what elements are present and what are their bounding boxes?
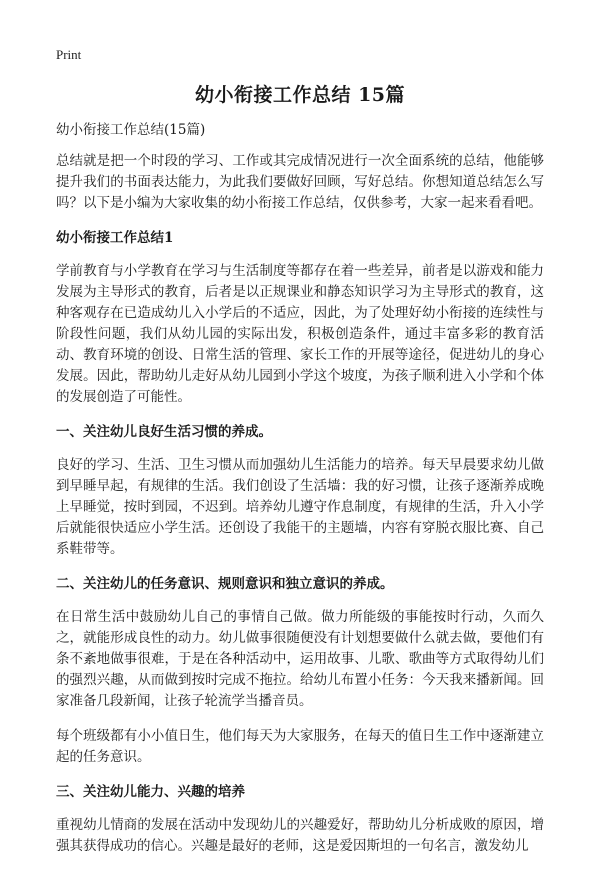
section-paragraph-4: 重视幼儿情商的发展在活动中发现幼儿的兴趣爱好，帮助幼儿分析成败的原因，增强其获得成功的信心。兴趣是最好的老师，这是爱因斯坦的一句名言，激发幼儿	[56, 817, 544, 854]
page-title: 幼小衔接工作总结 15篇	[194, 84, 406, 106]
section-paragraph-3a: 在日常生活中鼓励幼儿自己的事情自己做。做力所能级的事能按时行动，久而久之，就能形成良性的动力。幼儿做事很随便没有计划想要做什么就去做，要他们有条不紊地做事很难，于是在各种活动中，运用故事、儿歌、歌曲等方式取得幼儿们的强烈兴趣，从而做到按时完成不拖拉。给幼儿布置小任务：今天我来播新闻。回家准备几段新闻，让孩子轮流学当播音员。	[56, 609, 544, 709]
section-paragraph-2: 良好的学习、生活、卫生习惯从而加强幼儿生活能力的培养。每天早晨要求幼儿做到早睡早起，有规律的生活。我们创设了生活墙：我的好习惯，让孩子逐渐养成晚上早睡觉，按时到园，不迟到。培养幼儿遵守作息制度，有规律的生活，升入小学后就能很快适应小学生活。还创设了我能干的主题墙，内容有穿脱衣服比赛、自己系鞋带等。	[56, 457, 544, 557]
subtitle: 幼小衔接工作总结(15篇)	[56, 122, 206, 138]
section-heading-4: 三、关注幼儿能力、兴趣的培养	[56, 784, 245, 800]
section-heading-1: 幼小衔接工作总结1	[56, 230, 174, 246]
intro-paragraph: 总结就是把一个时段的学习、工作或其完成情况进行一次全面系统的总结，他能够提升我们的书面表达能力，为此我们要做好回顾，写好总结。你想知道总结怎么写吗？以下是小编为大家收集的幼小衔接工作总结，仅供参考，大家一起来看看吧。	[56, 153, 544, 211]
section-paragraph-1: 学前教育与小学教育在学习与生活制度等都存在着一些差异，前者是以游戏和能力发展为主导形式的教育，后者是以正规课业和静态知识学习为主导形式的教育，这种客观存在已造成幼儿入小学后的不适应，因此，为了处理好幼小衔接的连续性与阶段性问题，我们从幼儿园的实际出发，积极创造条件，通过丰富多彩的教育活动、教育环境的创设、日常生活的管理、家长工作的开展等途径，促进幼儿的身心发展。因此，帮助幼儿走好从幼儿园到小学这个坡度，为孩子顺利进入小学和个体的发展创造了可能性。	[56, 263, 544, 405]
section-heading-3: 二、关注幼儿的任务意识、规则意识和独立意识的养成。	[56, 576, 394, 592]
print-label[interactable]: Print	[56, 47, 82, 62]
section-paragraph-3b: 每个班级都有小小值日生，他们每天为大家服务，在每天的值日生工作中逐渐建立起的任务意识。	[56, 728, 544, 765]
article-body	[56, 120, 544, 871]
section-heading-2: 一、关注幼儿良好生活习惯的养成。	[56, 424, 272, 440]
